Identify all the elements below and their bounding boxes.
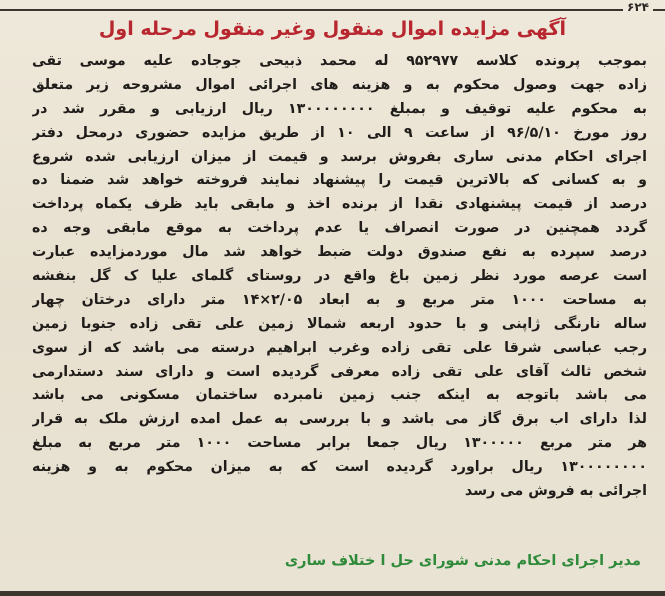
notice-body [32, 50, 647, 504]
body-line: بموجب پرونده کلاسه ۹۵۲۹۷۷ له محمد ذبیحی جوجاده علیه موسی تقی [32, 53, 647, 69]
signature-line: مدیر اجرای احکام مدنی شورای حل ا ختلاف ساری [284, 553, 641, 569]
body-line: درصد سپرده به نفع صندوق دولت ضبط خواهد شد مال موردمزایده عبارت [32, 244, 647, 261]
body-line: درصد از قیمت پیشنهادی نقدا از برنده اخذ و مابقی باید ظرف یکماه پرداخت [32, 196, 647, 213]
body-line: رجب عباسی شرقا علی تقی زاده وغرب ابراهیم درسته می باشد که از سوی [32, 339, 647, 356]
body-line: ساله نارنگی ژاپنی و با حدود اربعه شمالا زمین علی تقی زاده جنوبا زمین [32, 315, 647, 332]
notice-title: آگهی مزایده اموال منقول وغیر منقول مرحله اول [98, 18, 567, 40]
body-line: گردد همچنین در صورت انصراف یا عدم پرداخت به موقع مابقی وجه ده [32, 220, 647, 237]
body-line: اجرای احکام مدنی ساری بفروش برسد و قیمت از میزان ارزیابی شده شروع [32, 148, 647, 165]
body-line: لذا دارای اب برق گاز می باشد و با بررسی به عمل امده ارزش ملک به قرار [32, 411, 647, 428]
bottom-rule [0, 591, 665, 596]
body-line: زاده جهت وصول محکوم به و هزینه های اجرائی اموال مشروحه زیر متعلق [32, 76, 647, 93]
body-line: به مساحت ۱۰۰۰ متر مربع و به ابعاد ۲/۰۵×۱۴ متر دارای درختان چهار [32, 291, 647, 308]
body-line: می باشد باتوجه به اینکه جنب زمین نامبرده ساختمان مسکونی می باشد [32, 387, 647, 404]
body-line: هر متر مربع ۱۳۰۰۰۰۰ ریال جمعا برابر مساحت ۱۰۰۰ متر مربع به مبلغ [32, 435, 647, 452]
body-line: روز مورخ ۹۶/۵/۱۰ از ساعت ۹ الی ۱۰ از طریق مزایده حضوری درمحل دفتر [32, 124, 647, 141]
body-line: شخص ثالث آقای علی تقی زاده معرفی گردیده است و دارای سند دستدارمی [32, 363, 647, 380]
page-number: ۶۲۴ [623, 0, 653, 14]
body-line: اجرائی به فروش می رسد [464, 483, 647, 500]
body-line: و به کسانی که بالاترین قیمت را پیشنهاد نمایند فروخته خواهد شد ضمنا ده [32, 172, 647, 189]
body-line: ۱۳۰۰۰۰۰۰۰۰ ریال براورد گردیده است که به میزان محکوم به و هزینه [32, 459, 647, 476]
body-line: است عرصه مورد نظر زمین باغ واقع در روستای گلمای علیا ک گل بنفشه [32, 268, 647, 285]
body-line: به محکوم علیه توقیف و بمبلغ ۱۳۰۰۰۰۰۰۰۰ ریال ارزیابی و مقرر شد در [32, 100, 647, 117]
top-rule [0, 9, 665, 11]
